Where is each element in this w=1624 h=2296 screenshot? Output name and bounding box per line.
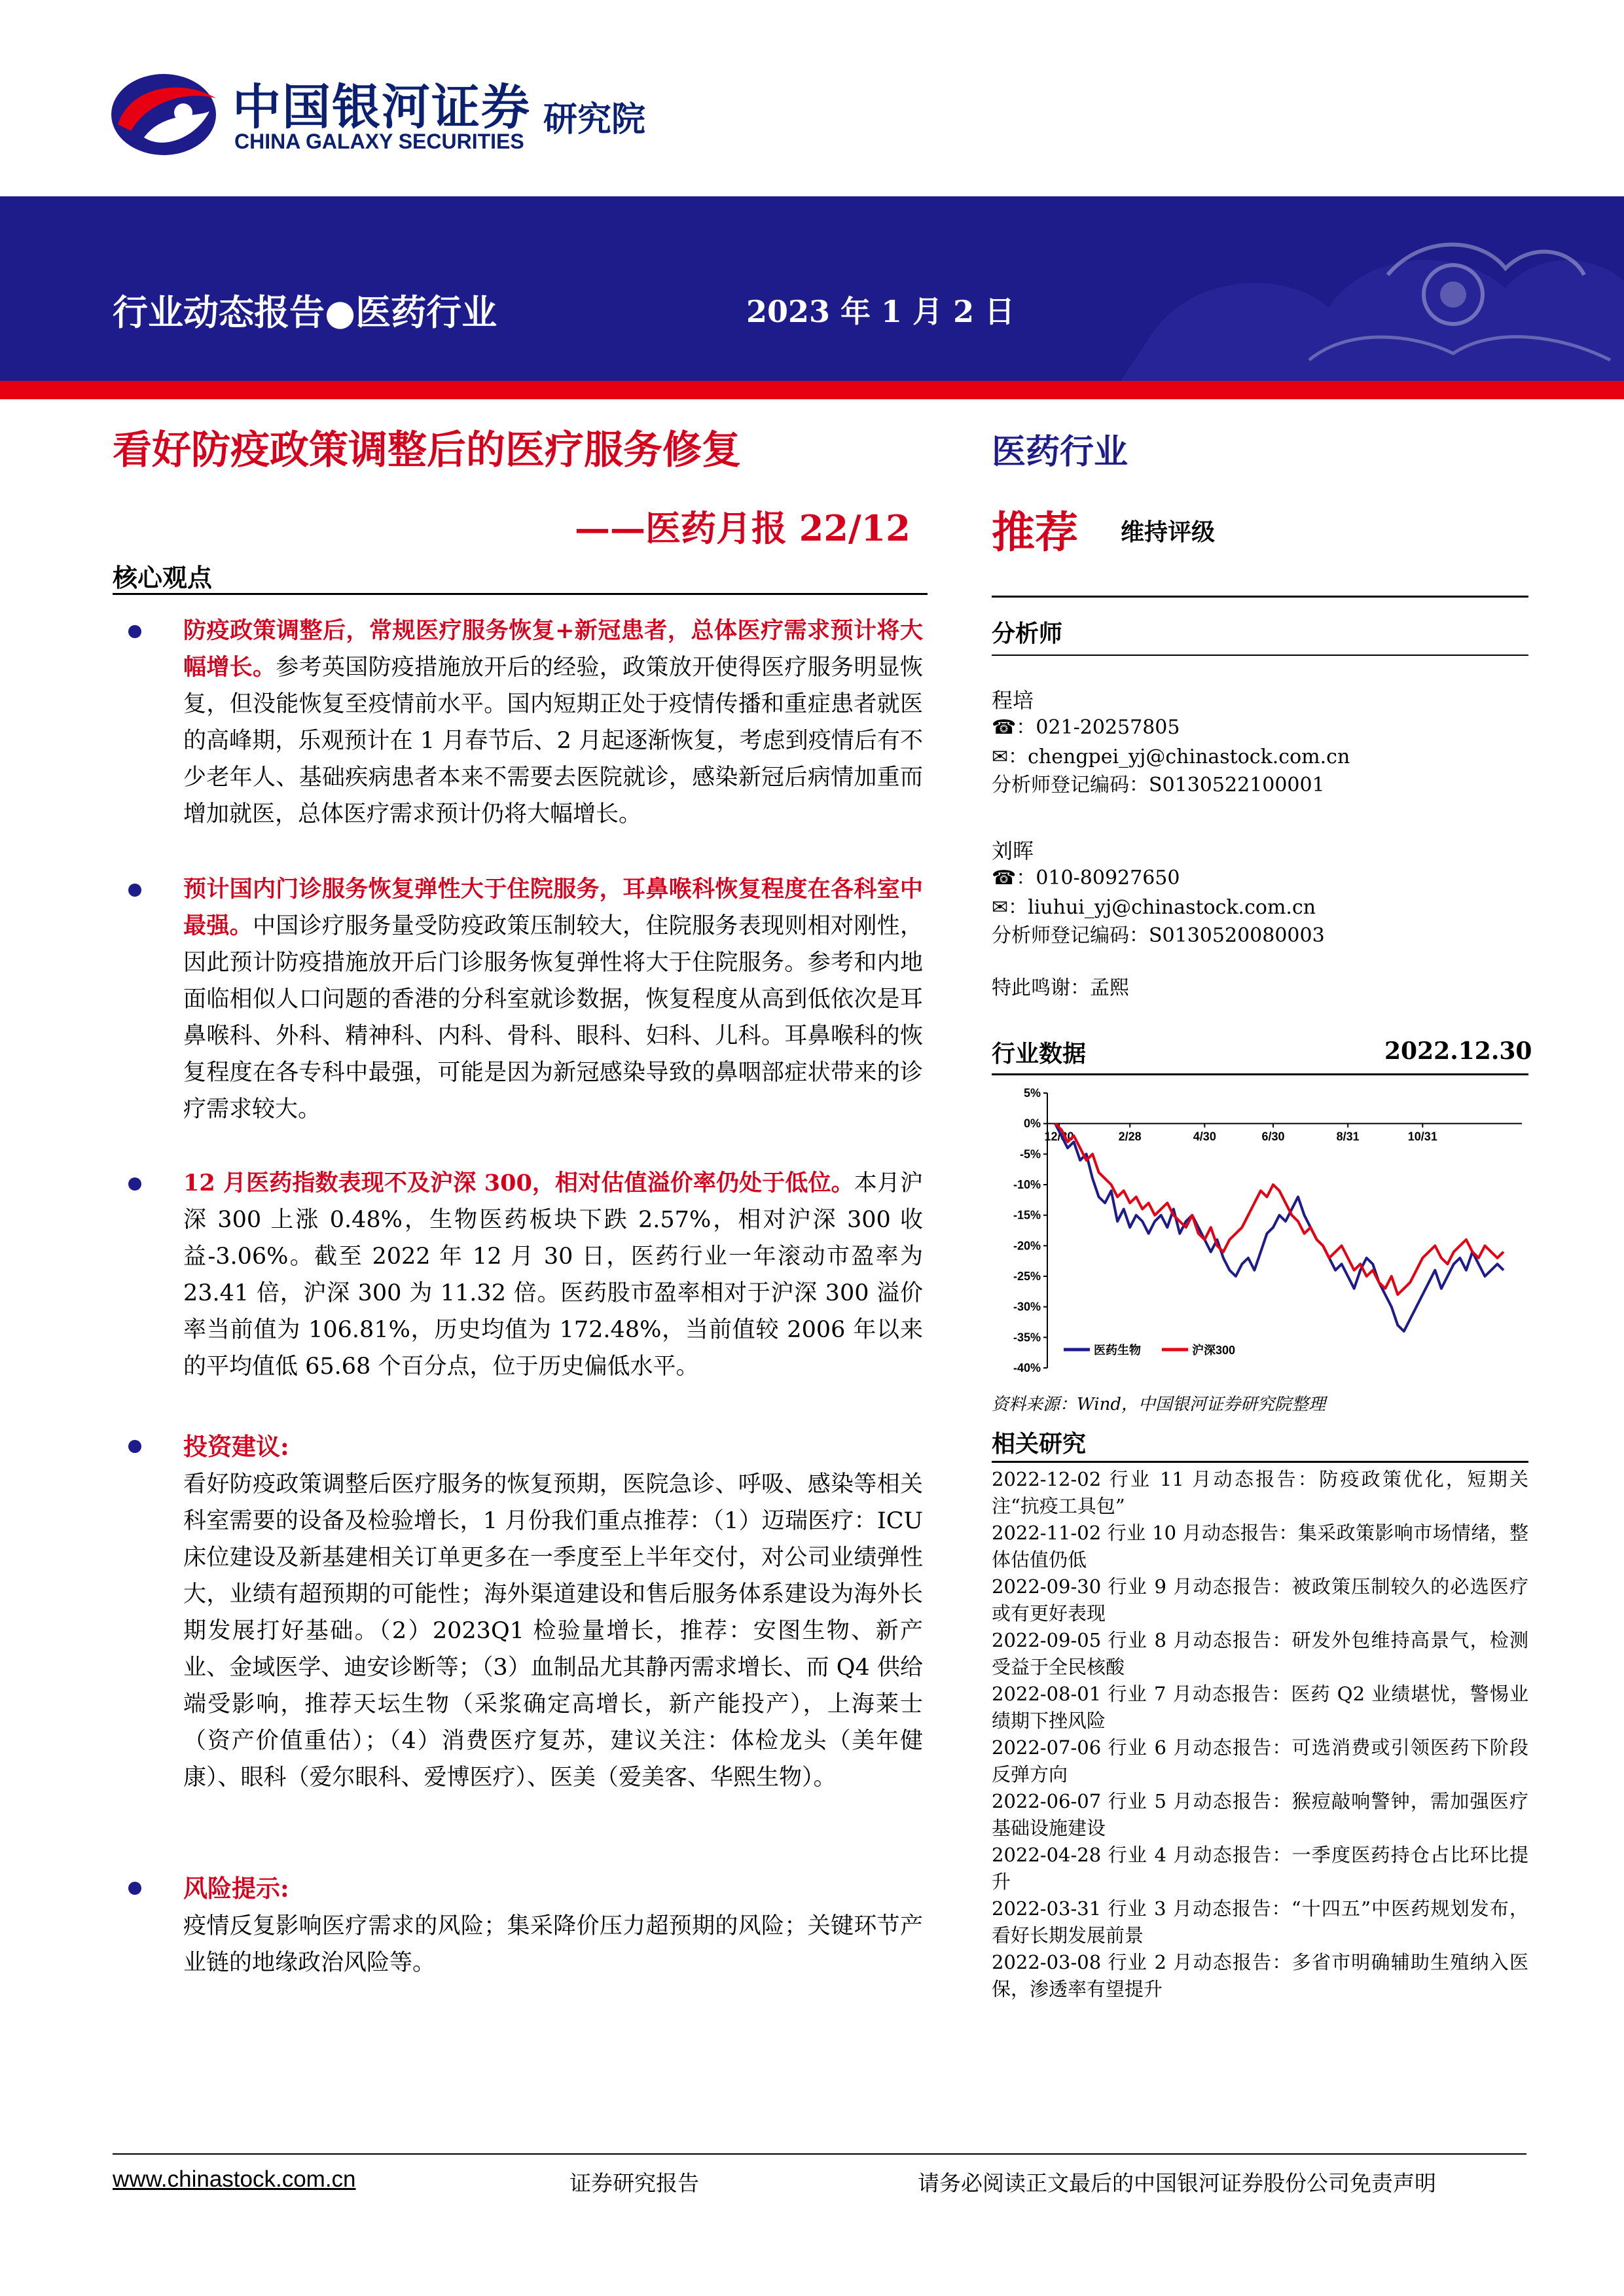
related-item[interactable]: 2022-09-30 行业 9 月动态报告：被政策压制较久的必选医疗或有更好表现: [992, 1575, 1528, 1624]
chart-y-tick-label: -30%: [1013, 1300, 1041, 1314]
bullet-icon: [128, 1882, 141, 1895]
related-item[interactable]: 2022-04-28 行业 4 月动态报告：一季度医药持仓占比环比提升: [992, 1844, 1528, 1893]
chart-y-tick-label: -40%: [1013, 1361, 1041, 1374]
bullet-icon: [128, 1440, 141, 1453]
chart-y-tick-label: -10%: [1013, 1178, 1041, 1191]
related-item[interactable]: 2022-07-06 行业 6 月动态报告：可选消费或引领医药下阶段反弹方向: [992, 1736, 1528, 1785]
bullet-icon: [128, 884, 141, 897]
chart-y-tick-label: -15%: [1013, 1208, 1041, 1222]
analyst-2-phone: 010-80927650: [1036, 867, 1180, 889]
related-item[interactable]: 2022-03-31 行业 3 月动态报告：“十四五”中医药规划发布，看好长期发展前景: [992, 1897, 1528, 1946]
banner-red-stripe: [0, 381, 1624, 399]
chart-y-tick-label: 0%: [1023, 1117, 1041, 1130]
brand-name-en: CHINA GALAXY SECURITIES: [234, 130, 524, 153]
analyst-2-email-row: ✉：liuhui_yj@chinastock.com.cn: [992, 896, 1316, 919]
analyst-1-phone-row: ☎：021-20257805: [992, 716, 1180, 739]
analyst-divider: [992, 655, 1528, 656]
analyst-top-divider: [992, 596, 1528, 598]
related-item[interactable]: 2022-12-02 行业 11 月动态报告：防疫政策优化，短期关注“抗疫工具包”: [992, 1468, 1528, 1517]
report-type: 行业动态报告●医药行业: [113, 291, 497, 333]
core-bullet-3-text: 本月沪深 300 上涨 0.48%，生物医药板块下跌 2.57%，相对沪深 300 收益-3.06%。截至 2022 年 12 月 30 日，医药行业一年滚动市盈率为 23.41 倍，沪深 300 为 11.32 倍。医药股市盈率相对于沪深 300 溢价率当前值为 106.81%，历史均值为 172.48%，当前值较 2006 年以来的平均值低 65.68 个百分点，位于历史偏低水平。: [183, 1170, 923, 1380]
related-list: [992, 1466, 1528, 2003]
chart-x-tick-label: 6/30: [1261, 1130, 1285, 1143]
core-view-heading: 核心观点: [113, 563, 213, 592]
core-bullet-2-highlight: 预计国内门诊服务恢复弹性大于住院服务，耳鼻喉科恢复程度在各科室中最强。: [183, 876, 923, 939]
core-bullet-2: [183, 871, 923, 1128]
rating-note: 维持评级: [1121, 518, 1216, 546]
analyst-2-phone-row: ☎：010-80927650: [992, 867, 1180, 889]
chart-legend-label: 医药生物: [1094, 1344, 1141, 1357]
core-bullet-1-highlight: 防疫政策调整后，常规医疗服务恢复+新冠患者，总体医疗需求预计将大幅增长。: [183, 617, 923, 681]
chart-series-line: [1055, 1124, 1504, 1331]
analyst-1-email[interactable]: chengpei_yj@chinastock.com.cn: [1028, 745, 1350, 768]
footer-website-link[interactable]: www.chinastock.com.cn: [113, 2166, 356, 2192]
chart-y-tick-label: 5%: [1023, 1086, 1041, 1100]
chart-x-tick-label: 10/31: [1407, 1130, 1437, 1143]
institute-label: 研究院: [543, 100, 646, 139]
chart-source: 资料来源：Wind，中国银河证券研究院整理: [992, 1395, 1326, 1414]
cloud-pattern-icon: [1113, 196, 1624, 393]
email-icon: ✉: [992, 896, 1009, 919]
chart-x-tick-label: 2/28: [1118, 1130, 1142, 1143]
phone-icon: ☎: [992, 716, 1017, 739]
email-icon: ✉: [992, 745, 1009, 768]
core-bullet-1-text: 参考英国防疫措施放开后的经验，政策放开使得医疗服务明显恢复，但没能恢复至疫情前水平。国内短期正处于疫情传播和重症患者就医的高峰期，乐观预计在 1 月春节后、2 月起逐渐恢复，考虑到疫情后有不少老年人、基础疾病患者本来不需要去医院就诊，感染新冠后病情加重而增加就医，总体医疗需求预计仍将大幅增长。: [183, 655, 923, 827]
chart-y-tick-label: -35%: [1013, 1331, 1041, 1344]
core-bullet-2-text: 中国诊疗服务量受防疫政策压制较大，住院服务表现则相对刚性，因此预计防疫措施放开后门诊服务恢复弹性将大于住院服务。参考和内地面临相似人口问题的香港的分科室就诊数据，恢复程度从高到低依次是耳鼻喉科、外科、精神科、内科、骨科、眼科、妇科、儿科。耳鼻喉科的恢复程度在各专科中最强，可能是因为新冠感染导致的鼻咽部症状带来的诊疗需求较大。: [183, 913, 923, 1122]
chart-y-tick-label: -20%: [1013, 1239, 1041, 1253]
analyst-1-name: 程培: [992, 688, 1034, 713]
risk-text: 疫情反复影响医疗需求的风险；集采降价压力超预期的风险；关键环节产业链的地缘政治风险等。: [183, 1913, 923, 1976]
related-item[interactable]: 2022-03-08 行业 2 月动态报告：多省市明确辅助生殖纳入医保，渗透率有望提升: [992, 1951, 1528, 2000]
industry-data-divider: [992, 1073, 1528, 1075]
invest-heading: 投资建议:: [183, 1432, 289, 1461]
bullet-icon: [128, 1177, 141, 1191]
thanks-note: 特此鸣谢：孟熙: [992, 977, 1129, 999]
related-divider: [992, 1461, 1528, 1463]
chart-x-tick-label: 8/31: [1336, 1130, 1360, 1143]
related-item[interactable]: 2022-06-07 行业 5 月动态报告：猴痘敲响警钟，需加强医疗基础设施建设: [992, 1790, 1528, 1839]
core-bullet-3-highlight: 12 月医药指数表现不及沪深 300，相对估值溢价率仍处于低位。: [183, 1170, 854, 1196]
risk-heading: 风险提示:: [183, 1874, 289, 1903]
recommendation: 推荐: [992, 507, 1078, 558]
related-heading: 相关研究: [992, 1430, 1087, 1458]
analyst-2-email[interactable]: liuhui_yj@chinastock.com.cn: [1028, 896, 1316, 919]
industry-chart: [992, 1080, 1528, 1374]
chart-x-tick-label: 4/30: [1193, 1130, 1216, 1143]
brand-logo-icon: [105, 65, 223, 164]
core-bullet-1: [183, 613, 923, 833]
footer-disclaimer: 请务必阅读正文最后的中国银河证券股份公司免责声明: [918, 2170, 1436, 2196]
footer-divider: [113, 2153, 1526, 2155]
analyst-heading: 分析师: [992, 620, 1063, 647]
chart-legend-label: 沪深300: [1192, 1344, 1236, 1357]
chart-y-tick-label: -5%: [1019, 1147, 1041, 1161]
report-date: 2023 年 1 月 2 日: [746, 294, 1015, 329]
core-bullet-3: [183, 1165, 923, 1385]
chart-y-tick-label: -25%: [1013, 1270, 1041, 1283]
invest-text: 看好防疫政策调整后医疗服务的恢复预期，医院急诊、呼吸、感染等相关科室需要的设备及检验增长，1 月份我们重点推荐：（1）迈瑞医疗：ICU 床位建设及新基建相关订单更多在一季度至上半年交付，对公司业绩弹性大，业绩有超预期的可能性；海外渠道建设和售后服务体系建设为海外长期发展打好基础。（2）2023Q1 检验量增长，推荐：安图生物、新产业、金域医学、迪安诊断等；（3）血制品尤其静丙需求增长、而 Q4 供给端受影响，推荐天坛生物（采浆确定高增长，新产能投产），上海莱士（资产价值重估）；（4）消费医疗复苏，建议关注：体检龙头（美年健康）、眼科（爱尔眼科、爱博医疗）、医美（爱美客、华熙生物）。: [183, 1471, 923, 1791]
related-item[interactable]: 2022-11-02 行业 10 月动态报告：集采政策影响市场情绪，整体估值仍低: [992, 1522, 1528, 1571]
analyst-1-email-row: ✉：chengpei_yj@chinastock.com.cn: [992, 745, 1350, 768]
analyst-1-reg: 分析师登记编码：S0130522100001: [992, 774, 1325, 797]
report-subtitle: ——医药月报 22/12: [575, 507, 911, 549]
related-item[interactable]: 2022-08-01 行业 7 月动态报告：医药 Q2 业绩堪忧，警惕业绩期下挫风险: [992, 1683, 1528, 1732]
industry-data-heading: 行业数据: [992, 1040, 1087, 1067]
footer-center: 证券研究报告: [569, 2170, 699, 2196]
related-item[interactable]: 2022-09-05 行业 8 月动态报告：研发外包维持高景气，检测受益于全民核酸: [992, 1629, 1528, 1678]
core-view-divider: [113, 593, 928, 595]
phone-icon: ☎: [992, 867, 1017, 889]
brand-name-cn: 中国银河证券: [232, 79, 531, 135]
analyst-2-reg: 分析师登记编码：S0130520080003: [992, 924, 1325, 947]
industry-data-date: 2022.12.30: [1384, 1037, 1532, 1065]
analyst-1-phone: 021-20257805: [1036, 716, 1180, 739]
industry-label: 医药行业: [992, 432, 1128, 472]
bullet-icon: [128, 625, 141, 638]
analyst-2-name: 刘晖: [992, 838, 1034, 863]
chart-x-tick-label: 12/30: [1044, 1130, 1074, 1143]
report-title: 看好防疫政策调整后的医疗服务修复: [113, 427, 741, 473]
